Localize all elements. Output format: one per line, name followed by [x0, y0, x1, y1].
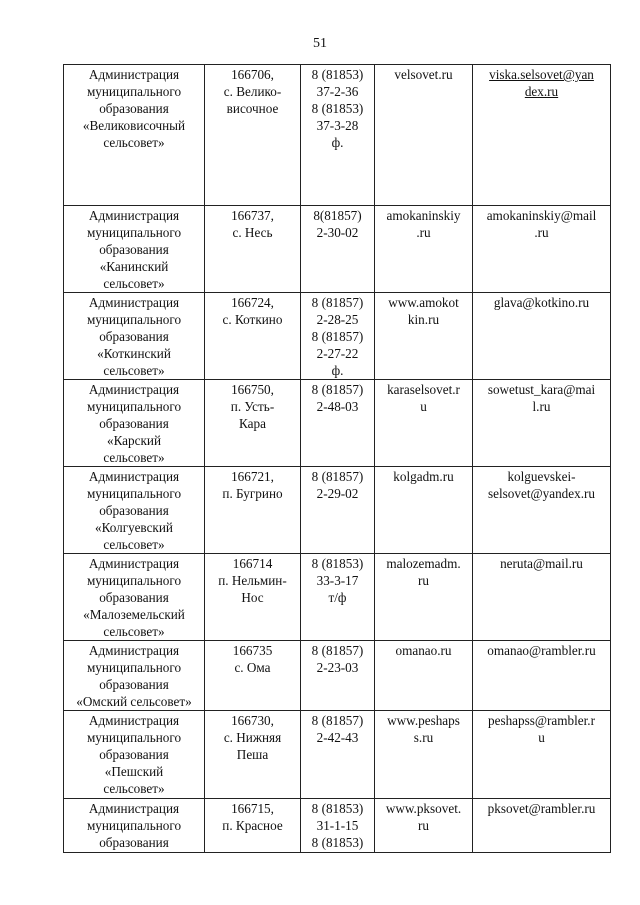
phone-cell: 8 (81853) 37-2-36 8 (81853) 37-3-28 ф.: [301, 65, 375, 206]
table-row: [64, 380, 611, 467]
organization-cell: Администрация муниципального образования «Пешский сельсовет»: [64, 711, 205, 799]
email-cell: peshapss@rambler.r u: [473, 711, 611, 799]
phone-cell: 8 (81857) 2-42-43: [301, 711, 375, 799]
organization-cell: Администрация муниципального образования «Коткинский сельсовет»: [64, 293, 205, 380]
organization-cell: Администрация муниципального образования «Малоземельский сельсовет»: [64, 554, 205, 641]
email-cell: amokaninskiy@mail .ru: [473, 206, 611, 293]
table-row: [64, 293, 611, 380]
address-cell: 166724, с. Коткино: [205, 293, 301, 380]
table-row: [64, 799, 611, 853]
website-cell: amokaninskiy .ru: [375, 206, 473, 293]
website-cell: www.pksovet. ru: [375, 799, 473, 853]
email-cell: omanao@rambler.ru: [473, 641, 611, 711]
website-cell: kolgadm.ru: [375, 467, 473, 554]
table-row: [64, 65, 611, 206]
email-cell: pksovet@rambler.ru: [473, 799, 611, 853]
address-cell: 166706, с. Велико- височное: [205, 65, 301, 206]
address-cell: 166735 с. Ома: [205, 641, 301, 711]
organization-cell: Администрация муниципального образования «Колгуевский сельсовет»: [64, 467, 205, 554]
address-cell: 166721, п. Бугрино: [205, 467, 301, 554]
table-row: [64, 711, 611, 799]
phone-cell: 8(81857) 2-30-02: [301, 206, 375, 293]
email-cell: sowetust_kara@mai l.ru: [473, 380, 611, 467]
website-cell: www.amokot kin.ru: [375, 293, 473, 380]
organization-cell: Администрация муниципального образования «Канинский сельсовет»: [64, 206, 205, 293]
address-cell: 166737, с. Несь: [205, 206, 301, 293]
phone-cell: 8 (81857) 2-23-03: [301, 641, 375, 711]
email-cell: neruta@mail.ru: [473, 554, 611, 641]
website-cell: www.peshaps s.ru: [375, 711, 473, 799]
website-cell: omanao.ru: [375, 641, 473, 711]
phone-cell: 8 (81857) 2-48-03: [301, 380, 375, 467]
table-row: [64, 467, 611, 554]
table-row: [64, 641, 611, 711]
email-link[interactable]: viska.selsovet@yan dex.ru: [473, 65, 611, 206]
email-cell: kolguevskei- selsovet@yandex.ru: [473, 467, 611, 554]
phone-cell: 8 (81857) 2-29-02: [301, 467, 375, 554]
phone-cell: 8 (81853) 31-1-15 8 (81853): [301, 799, 375, 853]
address-cell: 166730, с. Нижняя Пеша: [205, 711, 301, 799]
table-row: [64, 554, 611, 641]
email-cell: glava@kotkino.ru: [473, 293, 611, 380]
contacts-table: [63, 64, 611, 853]
phone-cell: 8 (81853) 33-3-17 т/ф: [301, 554, 375, 641]
table-row: [64, 206, 611, 293]
address-cell: 166714 п. Нельмин- Нос: [205, 554, 301, 641]
organization-cell: Администрация муниципального образования «Великовисочный сельсовет»: [64, 65, 205, 206]
website-cell: velsovet.ru: [375, 65, 473, 206]
page-number: 51: [313, 36, 327, 51]
organization-cell: Администрация муниципального образования «Карский сельсовет»: [64, 380, 205, 467]
address-cell: 166715, п. Красное: [205, 799, 301, 853]
address-cell: 166750, п. Усть- Кара: [205, 380, 301, 467]
website-cell: malozemadm. ru: [375, 554, 473, 641]
organization-cell: Администрация муниципального образования: [64, 799, 205, 853]
organization-cell: Администрация муниципального образования «Омский сельсовет»: [64, 641, 205, 711]
phone-cell: 8 (81857) 2-28-25 8 (81857) 2-27-22 ф.: [301, 293, 375, 380]
website-cell: karaselsovet.r u: [375, 380, 473, 467]
